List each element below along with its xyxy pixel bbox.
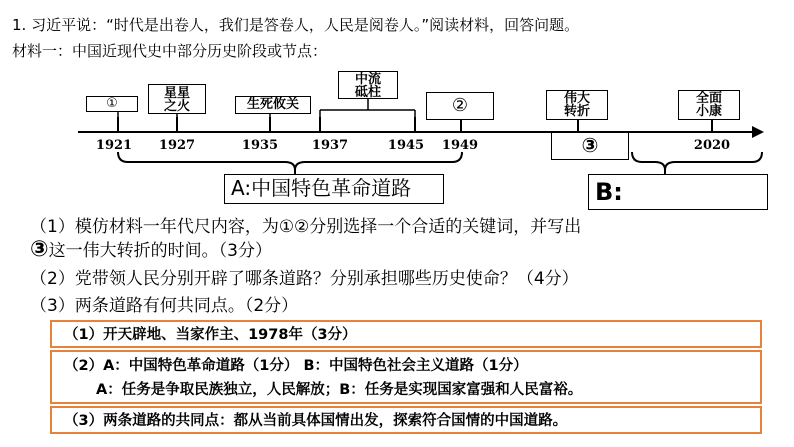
box-mainstay: 中流砥柱 bbox=[338, 71, 398, 99]
year-label-1937: 1937 bbox=[311, 138, 349, 153]
box-blank-3: ③ bbox=[551, 132, 629, 160]
answer-2-box bbox=[50, 350, 762, 404]
question-1-line2-text: 这一伟大转折的时间。（3分） bbox=[48, 241, 272, 261]
box-life-death: 生死攸关 bbox=[235, 96, 311, 114]
box-great-turn: 伟大转折 bbox=[546, 90, 608, 120]
year-label-1927: 1927 bbox=[158, 138, 196, 153]
answer-1-box bbox=[50, 320, 762, 348]
material-one-title: 材料一：中国近现代史中部分历史阶段或节点： bbox=[12, 42, 328, 60]
brace-a bbox=[118, 152, 462, 170]
mark-3: ③ bbox=[30, 237, 49, 262]
question-3: （3）两条道路有何共同点。（2分） bbox=[30, 296, 299, 316]
question-1-line1: （1）模仿材料一年代尺内容，为①②分别选择一个合适的关键词，并写出 bbox=[30, 217, 582, 237]
answer-3-box bbox=[50, 406, 762, 434]
question-1-line2 bbox=[30, 236, 272, 262]
timeline-arrow bbox=[752, 126, 764, 138]
year-label-2020: 2020 bbox=[693, 138, 731, 153]
box-blank-2: ② bbox=[426, 92, 494, 120]
year-label-1921: 1921 bbox=[95, 138, 133, 153]
road-a-box: A:中国特色革命道路 bbox=[224, 174, 444, 204]
answer-2-line2: A：任务是争取民族独立，人民解放；B：任务是实现国家富强和人民富裕。 bbox=[96, 382, 583, 398]
year-label-1945: 1945 bbox=[387, 138, 425, 153]
box-blank-1: ① bbox=[86, 96, 138, 112]
road-b-box: B: bbox=[588, 174, 768, 210]
question-intro: 1. 习近平说：“时代是出卷人，我们是答卷人，人民是阅卷人。”阅读材料，回答问题。 bbox=[12, 16, 580, 34]
answer-3: （3）两条道路的共同点：都从当前具体国情出发，探索符合国情的中国道路。 bbox=[64, 413, 568, 429]
year-label-1949: 1949 bbox=[441, 138, 479, 153]
answer-1: （1）开天辟地、当家作主、1978年（3分） bbox=[64, 327, 357, 343]
year-label-1935: 1935 bbox=[241, 138, 279, 153]
box-sparks: 星星之火 bbox=[148, 84, 206, 114]
brace-b bbox=[632, 152, 762, 170]
question-2: （2）党带领人民分别开辟了哪条道路？分别承担哪些历史使命？（4分） bbox=[30, 269, 579, 289]
answer-2-line1: （2）A：中国特色革命道路（1分） B：中国特色社会主义道路（1分） bbox=[64, 358, 528, 374]
box-moderate-prosperity: 全面小康 bbox=[678, 90, 740, 120]
timeline-ticks bbox=[118, 117, 712, 133]
